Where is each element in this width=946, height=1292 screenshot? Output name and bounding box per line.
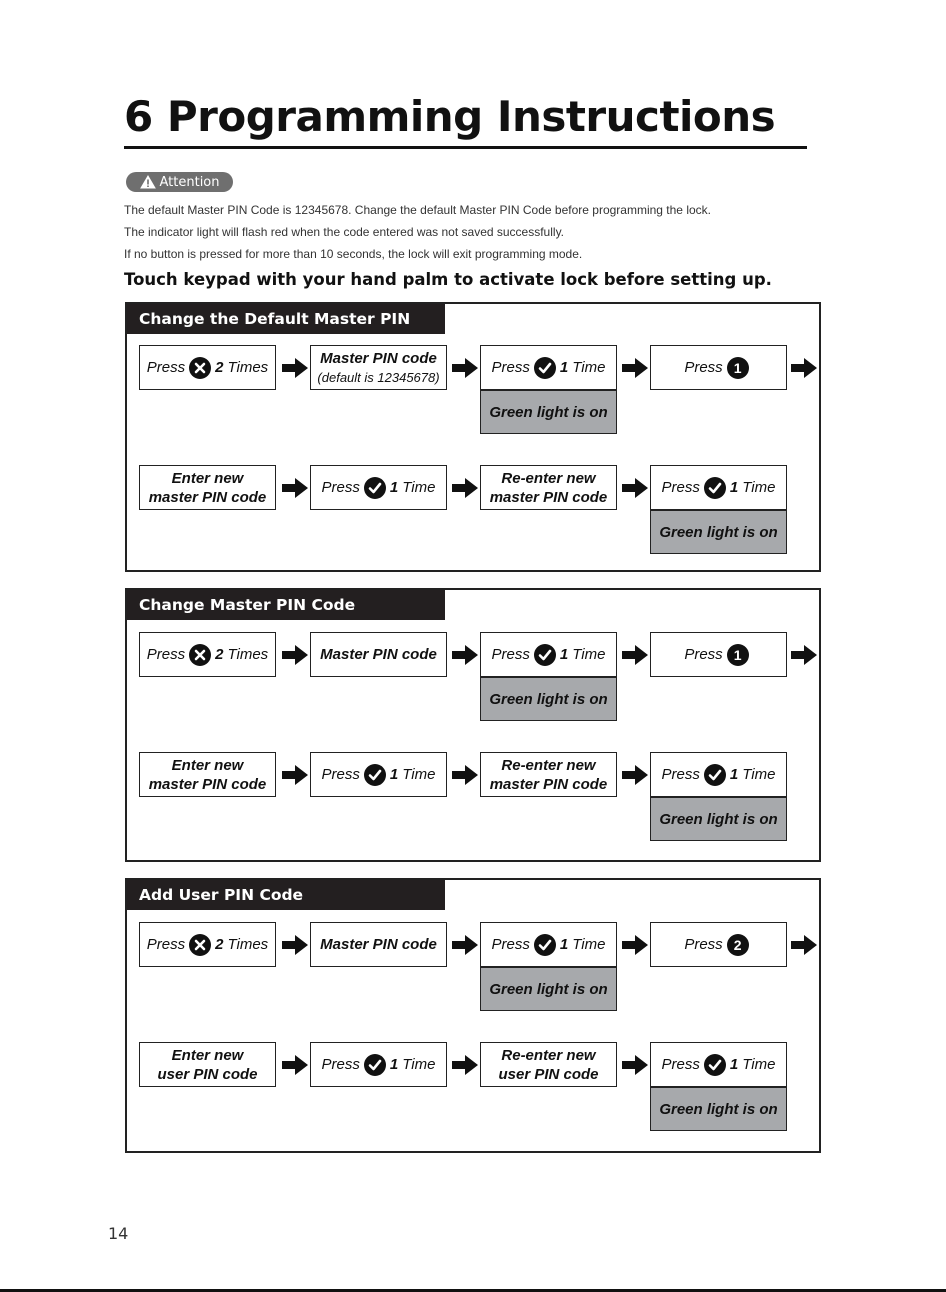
arrow-right-icon <box>791 358 817 378</box>
step-press-1: Press 1 <box>650 632 787 677</box>
section-title: Change Master PIN Code <box>127 590 445 620</box>
section-change-default-master-pin <box>125 302 821 572</box>
step-press-check-1-time: Press 1 Time <box>650 752 787 797</box>
step-press-x-2-times: Press 2 Times <box>139 345 276 390</box>
step-master-pin-code: Master PIN code <box>310 632 447 677</box>
key-1-icon: 1 <box>727 357 749 379</box>
arrow-right-icon <box>282 1055 308 1075</box>
key-2-icon: 2 <box>727 934 749 956</box>
title-rule <box>124 146 807 149</box>
cancel-icon <box>189 934 211 956</box>
arrow-right-icon <box>622 1055 648 1075</box>
attention-badge <box>126 172 233 192</box>
check-icon <box>364 764 386 786</box>
check-icon <box>534 357 556 379</box>
check-icon <box>704 1054 726 1076</box>
arrow-right-icon <box>282 358 308 378</box>
check-icon <box>364 1054 386 1076</box>
green-light-indicator: Green light is on <box>480 677 617 721</box>
arrow-right-icon <box>282 478 308 498</box>
warning-icon <box>140 175 156 189</box>
arrow-right-icon <box>452 645 478 665</box>
step-reenter-new-master-pin: Re-enter new master PIN code <box>480 465 617 510</box>
step-enter-new-master-pin: Enter new master PIN code <box>139 465 276 510</box>
step-press-check-1-time: Press 1 Time <box>310 752 447 797</box>
check-icon <box>364 477 386 499</box>
step-master-pin-code: Master PIN code <box>310 922 447 967</box>
page-number: 14 <box>108 1224 129 1243</box>
step-press-check-1-time: Press 1 Time <box>480 922 617 967</box>
note-activate: Touch keypad with your hand palm to activate lock before setting up. <box>124 270 772 289</box>
step-enter-new-user-pin: Enter new user PIN code <box>139 1042 276 1087</box>
arrow-right-icon <box>622 935 648 955</box>
step-press-1: Press 1 <box>650 345 787 390</box>
step-press-check-1-time: Press 1 Time <box>310 1042 447 1087</box>
step-press-check-1-time: Press 1 Time <box>480 632 617 677</box>
step-enter-new-master-pin: Enter new master PIN code <box>139 752 276 797</box>
arrow-right-icon <box>282 935 308 955</box>
arrow-right-icon <box>452 1055 478 1075</box>
green-light-indicator: Green light is on <box>650 797 787 841</box>
section-title: Add User PIN Code <box>127 880 445 910</box>
step-reenter-new-master-pin: Re-enter new master PIN code <box>480 752 617 797</box>
check-icon <box>534 934 556 956</box>
green-light-indicator: Green light is on <box>480 390 617 434</box>
arrow-right-icon <box>452 478 478 498</box>
page-title: 6 Programming Instructions <box>124 92 776 141</box>
arrow-right-icon <box>452 765 478 785</box>
section-add-user-pin <box>125 878 821 1153</box>
arrow-right-icon <box>622 478 648 498</box>
step-press-check-1-time: Press 1 Time <box>650 465 787 510</box>
cancel-icon <box>189 357 211 379</box>
arrow-right-icon <box>791 645 817 665</box>
step-master-pin-code: Master PIN code (default is 12345678) <box>310 345 447 390</box>
green-light-indicator: Green light is on <box>650 510 787 554</box>
arrow-right-icon <box>282 765 308 785</box>
step-press-x-2-times: Press 2 Times <box>139 632 276 677</box>
check-icon <box>704 477 726 499</box>
check-icon <box>704 764 726 786</box>
step-press-2: Press 2 <box>650 922 787 967</box>
arrow-right-icon <box>622 358 648 378</box>
arrow-right-icon <box>452 935 478 955</box>
note-indicator-light: The indicator light will flash red when the code entered was not saved successfully. <box>124 225 565 239</box>
attention-label: Attention <box>159 174 220 190</box>
arrow-right-icon <box>282 645 308 665</box>
cancel-icon <box>189 644 211 666</box>
default-pin-note: (default is 12345678) <box>317 369 440 385</box>
step-press-check-1-time: Press 1 Time <box>650 1042 787 1087</box>
arrow-right-icon <box>622 765 648 785</box>
step-press-check-1-time: Press 1 Time <box>480 345 617 390</box>
check-icon <box>534 644 556 666</box>
section-title: Change the Default Master PIN <box>127 304 445 334</box>
arrow-right-icon <box>622 645 648 665</box>
arrow-right-icon <box>452 358 478 378</box>
section-change-master-pin <box>125 588 821 862</box>
green-light-indicator: Green light is on <box>650 1087 787 1131</box>
step-press-check-1-time: Press 1 Time <box>310 465 447 510</box>
note-default-pin: The default Master PIN Code is 12345678. Change the default Master PIN Code before programming the lock. <box>124 203 711 217</box>
key-1-icon: 1 <box>727 644 749 666</box>
arrow-right-icon <box>791 935 817 955</box>
step-press-x-2-times: Press 2 Times <box>139 922 276 967</box>
step-reenter-new-user-pin: Re-enter new user PIN code <box>480 1042 617 1087</box>
green-light-indicator: Green light is on <box>480 967 617 1011</box>
note-timeout: If no button is pressed for more than 10 seconds, the lock will exit programming mode. <box>124 247 583 261</box>
